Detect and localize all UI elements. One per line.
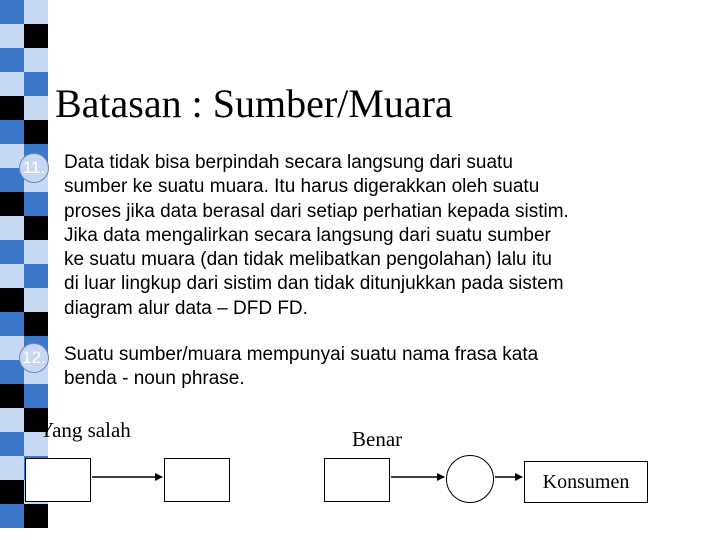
text-line: proses jika data berasal dari setiap perhatian kepada sistim. (64, 200, 569, 222)
text-line: Data tidak bisa berpindah secara langsung dari suatu (64, 152, 513, 173)
slide-title: Batasan : Sumber/Muara (55, 81, 453, 126)
text-line: diagram alur data – DFD FD. (64, 297, 308, 319)
right-label: Benar (352, 427, 403, 451)
wrong-label: Yang salah (39, 418, 131, 442)
konsumen-label: Konsumen (542, 471, 630, 493)
text-line: benda - noun phrase. (64, 368, 245, 390)
item-number-badge: 12. (19, 343, 49, 373)
text-line: ke suatu muara (dan tidak melibatkan pengolahan) lalu itu (64, 249, 552, 271)
text-line: di luar lingkup dari sistim dan tidak ditunjukkan pada sistem (64, 273, 564, 295)
text-line: Suatu sumber/muara mempunyai suatu nama frasa kata (64, 344, 539, 365)
text-line: sumber ke suatu muara. Itu harus digerakkan oleh suatu (64, 176, 540, 198)
text-line: Jika data mengalirkan secara langsung dari suatu sumber (64, 224, 551, 246)
item-number-badge: 11. (19, 153, 49, 183)
